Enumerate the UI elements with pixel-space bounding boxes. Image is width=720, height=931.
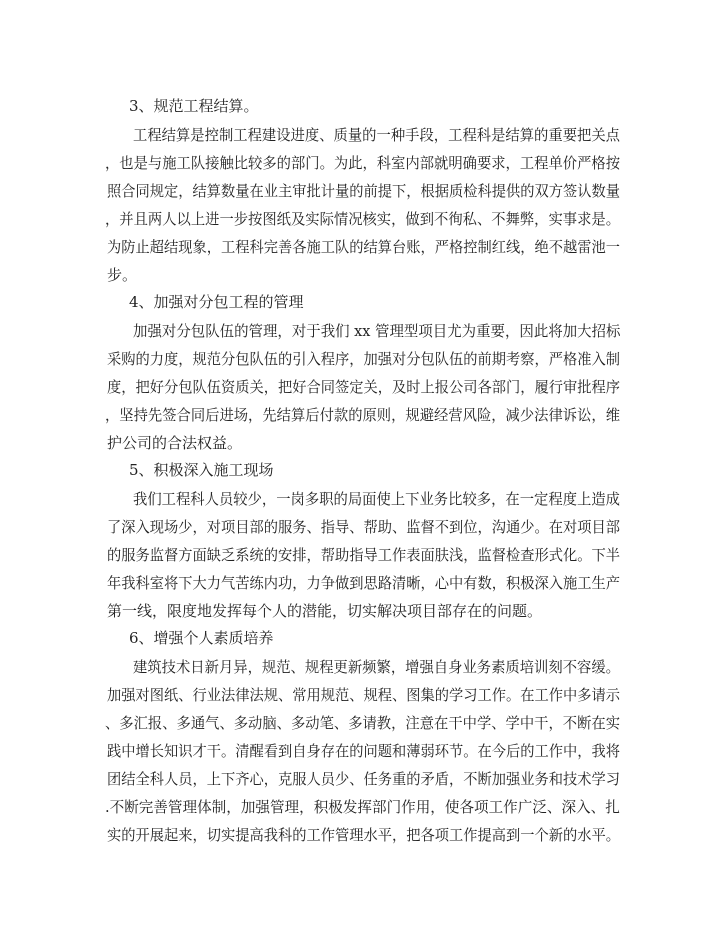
paragraph-line: 了深入现场少，对项目部的服务、指导、帮助、监督不到位，沟通少。在对项目部 — [107, 518, 621, 536]
paragraph-line: 工程结算是控制工程建设进度、质量的一种手段，工程科是结算的重要把关点 — [133, 126, 621, 144]
paragraph-line: 团结全科人员，上下齐心，克服人员少、任务重的矛盾，不断加强业务和技术学习 — [107, 770, 621, 788]
paragraph-line: 度，把好分包队伍资质关，把好合同签定关，及时上报公司各部门，履行审批程序 — [107, 378, 621, 396]
paragraph-line: 采购的力度，规范分包队伍的引入程序，加强对分包队伍的前期考察，严格准入制 — [107, 350, 621, 368]
paragraph-line: 践中增长知识才干。清醒看到自身存在的问题和薄弱环节。在今后的工作中，我将 — [107, 742, 621, 760]
paragraph-line: 照合同规定，结算数量在业主审批计量的前提下，根据质检科提供的双方签认数量 — [107, 182, 621, 200]
paragraph-line: ，也是与施工队接触比较多的部门。为此，科室内部就明确要求，工程单价严格按 — [105, 154, 621, 172]
paragraph-line: 我们工程科人员较少，一岗多职的局面使上下业务比较多，在一定程度上造成 — [133, 490, 621, 508]
section-heading: 6、增强个人素质培养 — [129, 629, 274, 647]
paragraph-line: 实的开展起来，切实提高我科的工作管理水平，把各项工作提高到一个新的水平。 — [107, 826, 621, 844]
section-heading: 3、规范工程结算。 — [129, 97, 259, 115]
paragraph-line: 建筑技术日新月异，规范、规程更新频繁，增强自身业务素质培训刻不容缓。 — [133, 658, 621, 676]
paragraph-line: 加强对分包队伍的管理，对于我们 xx 管理型项目尤为重要，因此将加大招标 — [133, 322, 621, 340]
paragraph-line: .不断完善管理体制，加强管理，积极发挥部门作用，使各项工作广泛、深入、扎 — [105, 798, 620, 816]
paragraph-line: 第一线，限度地发挥每个人的潜能，切实解决项目部存在的问题。 — [107, 602, 543, 620]
section-heading: 4、加强对分包工程的管理 — [129, 293, 304, 311]
paragraph-line: 护公司的合法权益。 — [107, 434, 243, 452]
section-heading: 5、积极深入施工现场 — [129, 461, 274, 479]
paragraph-line: 年我科室将下大力气苦练内功，力争做到思路清晰，心中有数，积极深入施工生产 — [107, 574, 621, 592]
paragraph-line: 步。 — [107, 266, 138, 284]
paragraph-line: ，坚持先签合同后进场，先结算后付款的原则，规避经营风险，减少法律诉讼，维 — [105, 406, 621, 424]
paragraph-line: 、多汇报、多通气、多动脑、多动笔、多请教，注意在干中学、学中干，不断在实 — [105, 714, 621, 732]
paragraph-line: 为防止超结现象，工程科完善各施工队的结算台账，严格控制红线，绝不越雷池一 — [107, 238, 621, 256]
paragraph-line: 的服务监督方面缺乏系统的安排，帮助指导工作表面肤浅，监督检查形式化。下半 — [107, 546, 621, 564]
paragraph-line: 加强对图纸、行业法律法规、常用规范、规程、图集的学习工作。在工作中多请示 — [107, 686, 621, 704]
paragraph-line: ，并且两人以上进一步按图纸及实际情况核实，做到不徇私、不舞弊，实事求是。 — [105, 210, 621, 228]
